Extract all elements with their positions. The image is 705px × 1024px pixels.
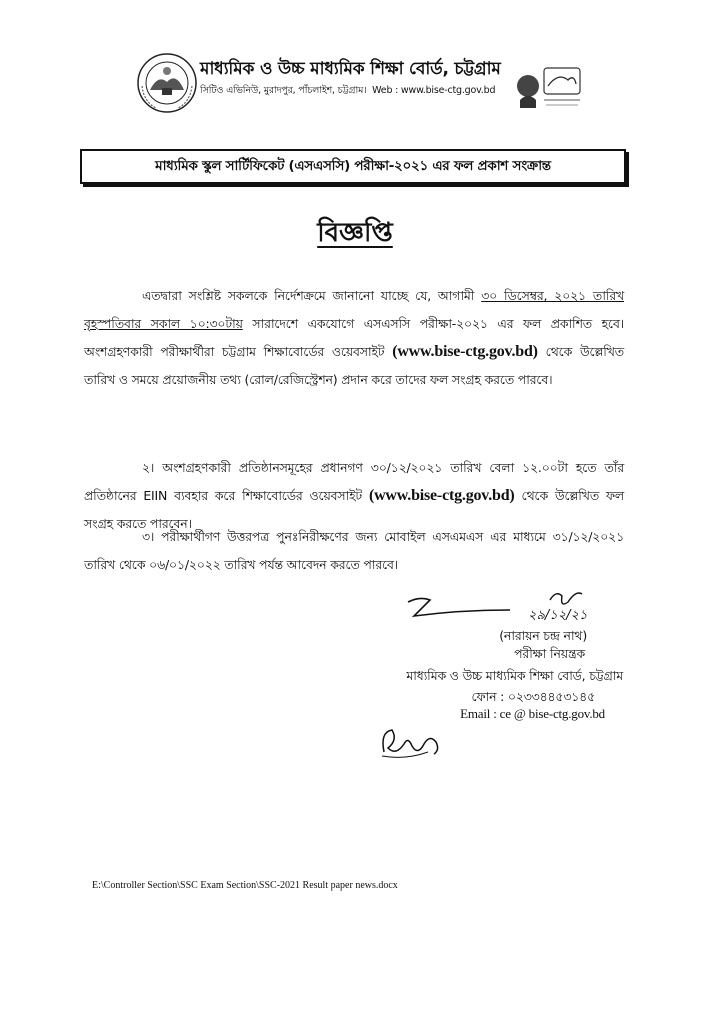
- signature-date: ২৯/১২/২১: [528, 608, 588, 623]
- paragraph-2-intro: ২। অংশগ্রহণকারী প্রতিষ্ঠানসমূহের প্রধানগণ ৩০/১২/২০২১ তারিখ বেলা ১২.০০টা হতে তাঁর প্রতিষ্ঠানের EIIN ব্যবহার করে শিক্ষাবোর্ডের ওয়েবসাইট: [84, 460, 624, 503]
- notice-heading: বিজ্ঞপ্তি: [317, 218, 393, 248]
- board-logo-icon: [136, 52, 198, 114]
- board-address-line: [200, 84, 510, 99]
- paragraph-1-end: থেকে উল্লেখিত তারিখ ও সময়ে প্রয়োজনীয় তথ্য (রোল/রেজিস্ট্রেশন) প্রদান করে তাদের ফল সংগ্রহ করতে পারবে।: [84, 344, 624, 387]
- signatory-designation: পরীক্ষা নিয়ন্ত্রক: [514, 646, 585, 661]
- paragraph-1-middle: সারাদেশে একযোগে এসএসসি পরীক্ষা-২০২১ এর ফল প্রকাশিত হবে। অংশগ্রহণকারী পরীক্ষার্থীরা চট্টগ্রাম শিক্ষাবোর্ডের ওয়েবসাইট: [84, 316, 624, 359]
- signatory-name: (নারায়ন চন্দ্র নাথ): [499, 628, 587, 643]
- paragraph-3: ৩। পরীক্ষার্থীগণ উত্তরপত্র পুনঃনিরীক্ষণের জন্য মোবাইল এসএমএস এর মাধ্যমে ৩১/১২/২০২১ তারিখ থেকে ০৬/০১/২০২২ তারিখ পর্যন্ত আবেদন করতে পারবে।: [84, 529, 624, 572]
- paragraph-1-intro: এতদ্বারা সংশ্লিষ্ট সকলকে নির্দেশক্রমে জানানো যাচ্ছে যে, আগামী: [142, 288, 482, 303]
- board-title: মাধ্যমিক ও উচ্চ মাধ্যমিক শিক্ষা বোর্ড, চট্টগ্রাম: [200, 59, 501, 79]
- footer-file-path: E:\Controller Section\SSC Exam Section\SSC-2021 Result paper news.docx: [92, 880, 398, 891]
- paragraph-1: [84, 282, 624, 394]
- signatory-phone: ফোন : ০২৩৩৪৪৫৩১৪৫: [471, 689, 595, 704]
- subject-text: মাধ্যমিক স্কুল সার্টিফিকেট (এসএসসি) পরীক্ষা-২০২১ এর ফল প্রকাশ সংক্রান্ত: [155, 158, 551, 174]
- mujib-borsho-emblem-icon: [514, 60, 584, 114]
- board-address: সিটিও এভিনিউ, মুরাদপুর, পাঁচলাইশ, চট্টগ্রাম।: [200, 85, 367, 96]
- signatory-email: Email : ce @ bise-ctg.gov.bd: [460, 706, 605, 721]
- signatory-office: মাধ্যমিক ও উচ্চ মাধ্যমিক শিক্ষা বোর্ড, চট্টগ্রাম: [406, 668, 623, 683]
- website-link: (www.bise-ctg.gov.bd): [368, 487, 515, 504]
- subject-box: [80, 149, 626, 184]
- initials-scribble-icon: [376, 722, 448, 764]
- website-link: (www.bise-ctg.gov.bd): [392, 343, 538, 360]
- result-date: ৩০ ডিসেম্বর, ২০২১ তারিখ বৃহস্পতিবার সকাল ১০:৩০টায়: [84, 288, 625, 331]
- paragraph-2-end: থেকে উল্লেখিত ফল সংগ্রহ করতে পারবেন।: [84, 488, 624, 531]
- board-website: Web : www.bise-ctg.gov.bd: [372, 85, 496, 96]
